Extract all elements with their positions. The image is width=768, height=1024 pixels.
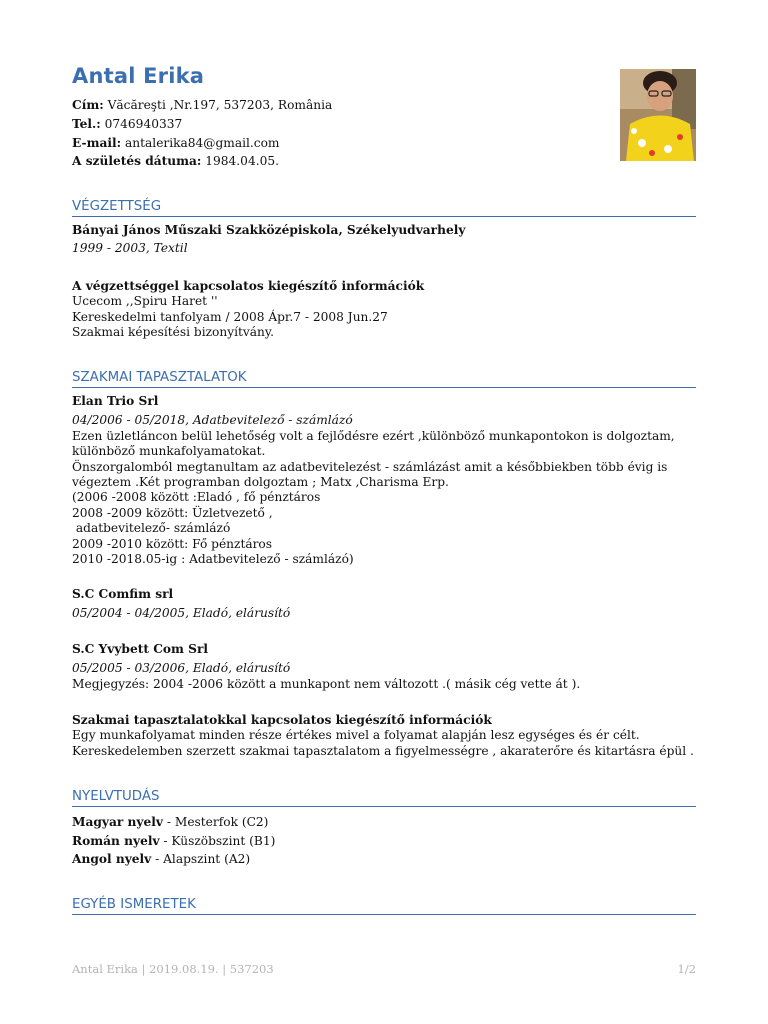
experience-extra-block	[72, 713, 696, 759]
profile-photo-image	[620, 69, 696, 161]
language-item	[72, 850, 696, 869]
birth-label: A születés dátuma:	[72, 154, 202, 169]
education-extra-title: A végzettséggel kapcsolatos kiegészítő információk	[72, 279, 425, 293]
address-row	[72, 96, 332, 115]
job-description-line: különböző munkafolyamatokat.	[72, 444, 266, 459]
job-period: 05/2005 - 03/2006, Eladó, elárusító	[72, 661, 291, 676]
language-item	[72, 813, 696, 832]
section-title-experience: SZAKMAI TAPASZTALATOK	[72, 369, 696, 388]
language-item	[72, 832, 696, 851]
job-description-line: (2006 -2008 között :Eladó , fő pénztáros	[72, 490, 321, 505]
contact-info	[72, 96, 332, 171]
job-period: 04/2006 - 05/2018, Adatbevitelező - számlázó	[72, 413, 353, 428]
language-level: - Mesterfok (C2)	[162, 815, 269, 829]
job-description-line: Megjegyzés: 2004 -2006 között a munkapont nem változott .( másik cég vette át ).	[72, 676, 581, 691]
languages-block	[72, 813, 696, 869]
phone-value: 0746940337	[100, 116, 183, 131]
education-extra-block	[72, 279, 696, 341]
address-value: Văcăreşti ,Nr.197, 537203, România	[103, 98, 333, 112]
job-description-line: 2009 -2010 között: Fő pénztáros	[72, 536, 273, 551]
experience-extra-title: Szakmai tapasztalatokkal kapcsolatos kiegészítő információk	[72, 713, 492, 727]
job-entry	[72, 642, 696, 692]
language-level: - Alapszint (A2)	[151, 852, 251, 867]
job-company: S.C Comfim srl	[72, 587, 174, 601]
section-title-education: VÉGZETTSÉG	[72, 198, 696, 217]
person-name: Antal Erika	[72, 64, 205, 88]
language-name: Román nyelv	[72, 833, 160, 848]
education-block	[72, 223, 696, 257]
experience-extra-line: Egy munkafolyamat minden része értékes mivel a folyamat alapján lesz egységes és ér célt.	[72, 728, 640, 743]
education-extra-line: Ucecom ,,Spiru Haret ''	[72, 294, 218, 309]
job-description-line: adatbevitelező- számlázó	[72, 521, 231, 536]
job-period: 05/2004 - 04/2005, Eladó, elárusító	[72, 606, 291, 621]
email-label: E-mail:	[72, 135, 122, 150]
job-company: S.C Yvybett Com Srl	[72, 642, 209, 656]
page-number: 1/2	[677, 962, 696, 976]
job-description-line: végeztem .Két programban dolgoztam ; Matx ,Charisma Erp.	[72, 475, 449, 490]
job-description-line: 2008 -2009 között: Üzletvezető ,	[72, 505, 273, 520]
job-company: Elan Trio Srl	[72, 394, 159, 408]
section-title-languages: NYELVTUDÁS	[72, 788, 696, 807]
language-name: Magyar nyelv	[72, 815, 163, 829]
cv-page	[72, 0, 696, 1024]
school-period: 1999 - 2003, Textil	[72, 241, 188, 256]
school-name: Bányai János Műszaki Szakközépiskola, Székelyudvarhely	[72, 223, 466, 237]
education-extra-line: Kereskedelmi tanfolyam / 2008 Ápr.7 - 2008 Jun.27	[72, 309, 388, 324]
birth-row	[72, 152, 332, 171]
job-entry	[72, 394, 696, 567]
experience-extra-line: Kereskedelemben szerzett szakmai tapasztalatom a figyelmességre , akaraterőre és kitartásra épül .	[72, 743, 694, 758]
birth-value: 1984.04.05.	[201, 154, 279, 169]
job-entry	[72, 587, 696, 622]
footer-info: Antal Erika | 2019.08.19. | 537203	[72, 962, 274, 976]
job-description-line: Önszorgalomból megtanultam az adatbevitelezést - számlázást amit a későbbiekben több évig is	[72, 459, 668, 474]
job-description-line: 2010 -2018.05-ig : Adatbevitelező - számlázó)	[72, 552, 354, 567]
section-title-other: EGYÉB ISMERETEK	[72, 896, 696, 915]
job-description-line: Ezen üzletláncon belül lehetőség volt a fejlődésre ezért ,különböző munkapontokon is dolgoztam,	[72, 428, 675, 443]
profile-photo	[620, 69, 696, 161]
language-level: - Küszöbszint (B1)	[159, 833, 276, 848]
phone-label: Tel.:	[72, 116, 101, 131]
phone-row	[72, 115, 332, 134]
email-value: antalerika84@gmail.com	[121, 135, 280, 150]
language-name: Angol nyelv	[72, 852, 152, 867]
email-row	[72, 134, 332, 153]
address-label: Cím:	[72, 98, 104, 112]
education-extra-line: Szakmai képesítési bizonyítvány.	[72, 325, 275, 340]
